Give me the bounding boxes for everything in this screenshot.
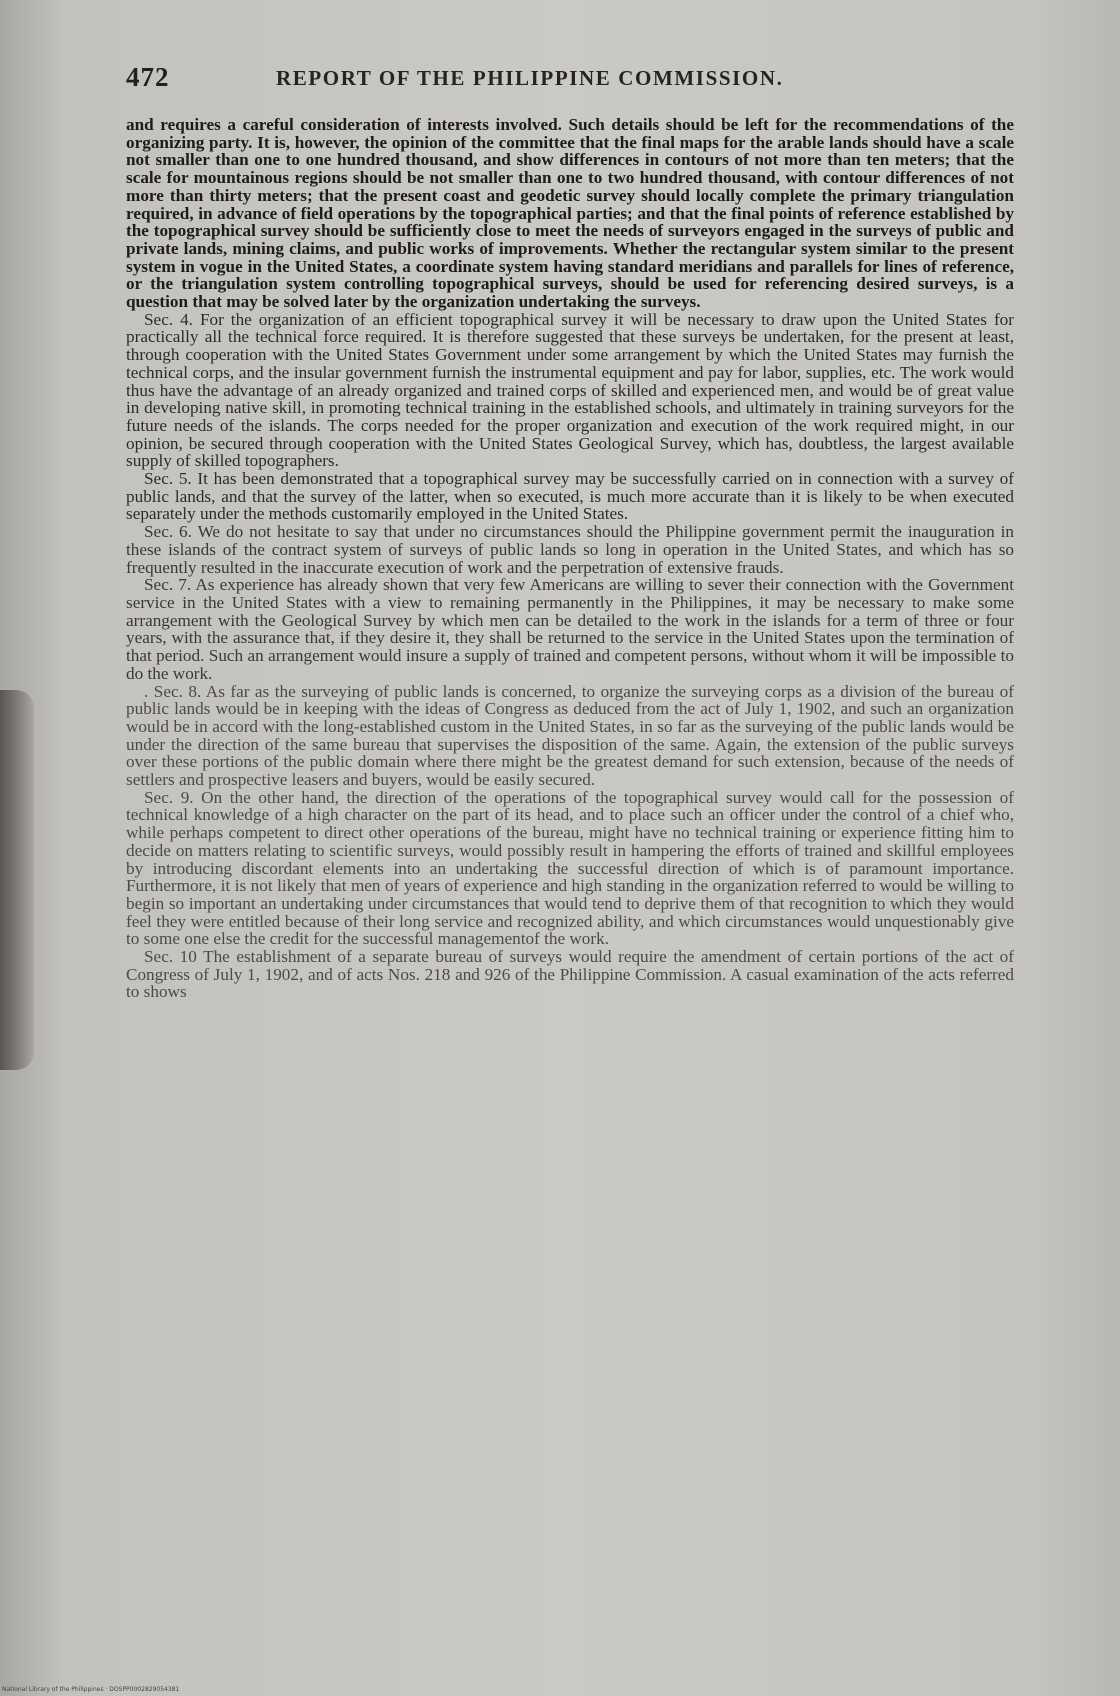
paragraph-sec-6: Sec. 6. We do not hesitate to say that under no circumstances should the Philippine government permit the inauguration in these islands of the contract system of surveys of public lands so long in operation in the United States, and which has so frequently resulted in the inaccurate execution of work and the perpetration of extensive frauds.: [126, 522, 1014, 577]
page-number: 472: [126, 62, 170, 92]
binding-shadow: [0, 690, 34, 1070]
running-head: REPORT OF THE PHILIPPINE COMMISSION.: [276, 66, 784, 90]
scan-footer: National Library of the Philippines · DOSPP0002829054381: [2, 1686, 180, 1693]
paragraph-sec-4: Sec. 4. For the organization of an efficient topographical survey it will be necessary to draw upon the United States for practically all the technical force required. It is therefore suggested that these surveys be undertaken, for the present at least, through cooperation with the United States Government under some arrangement by which the United States may furnish the technical corps, and the insular government furnish the instrumental equipment and pay for labor, supplies, etc. The work would thus have the advantage of an already organized and trained corps of skilled and experienced men, and would be of great value in developing native skill, in promoting technical training in the established schools, and ultimately in training surveyors for the future needs of the islands. The corps needed for the proper organization and execution of the work required might, in our opinion, be secured through cooperation with the United States Geological Survey, which has, doubtless, the largest available supply of skilled topographers.: [126, 309, 1014, 471]
paragraph-sec-5: Sec. 5. It has been demonstrated that a topographical survey may be successfully carried on in connection with a survey of public lands, and that the survey of the latter, when so executed, is much more accurate than it is likely to be when executed separately under the methods customarily employed in the United States.: [126, 469, 1014, 524]
paragraph-sec-9: Sec. 9. On the other hand, the direction of the operations of the topographical survey would call for the possession of technical knowledge of a high character on the part of its head, and to place such an officer under the control of a chief who, while perhaps competent to direct other operations of the bureau, might have no technical training or experience fitting him to decide on matters relating to scientific surveys, would possibly result in hampering the efforts of trained and skillful employees by introducing discordant elements into an undertaking the successful direction of which is of paramount importance. Furthermore, it is not likely that men of years of experience and high standing in the organization referred to would be willing to begin so important an undertaking under circumstances that would tend to deprive them of that recognition to which they would feel they were entitled because of their long service and recognized ability, and which circumstances would unquestionably give to some one else the credit for the successful managementof the work.: [126, 787, 1014, 949]
paragraph-sec-8: . Sec. 8. As far as the surveying of public lands is concerned, to organize the surveying corps as a division of the bureau of public lands would be in keeping with the ideas of Congress as deduced from the act of July 1, 1902, and such an organization would be in accord with the long-established custom in the United States, in so far as the surveying of the public lands would be under the direction of the same bureau that supervises the disposition of the same. Again, the extension of the public surveys over these portions of the public domain where there might be the greatest demand for such extension, because of the needs of settlers and prospective leasers and buyers, would be easily secured.: [126, 681, 1014, 790]
paragraph-continuation: and requires a careful consideration of interests involved. Such details should be left for the recommendations of the organizing party. It is, however, the opinion of the committee that the final maps for the arable lands should have a scale not smaller than one to one hundred thousand, and show differences in contours of not more than ten meters; that the scale for mountainous regions should be not smaller than one to two hundred thousand, with contour differences of not more than thirty meters; that the present coast and geodetic survey should locally complete the primary triangulation required, in advance of field operations by the topographical parties; and that the final points of reference established by the topographical survey should be sufficiently close to meet the needs of surveyors engaged in the surveys of public and private lands, mining claims, and public works of improvements. Whether the rectangular system similar to the present system in vogue in the United States, a coordinate system having standard meridians and parallels for lines of reference, or the triangulation system controlling topographical surveys, should be used for referencing desired surveys, is a question that may be solved later by the organization undertaking the surveys.: [126, 115, 1014, 312]
paragraph-sec-10: Sec. 10 The establishment of a separate bureau of surveys would require the amendment of certain portions of the act of Congress of July 1, 1902, and of acts Nos. 218 and 926 of the Philippine Commission. A casual examination of the acts referred to shows: [126, 947, 1014, 1002]
paragraph-sec-7: Sec. 7. As experience has already shown that very few Americans are willing to sever their connection with the Government service in the United States with a view to remaining permanently in the Philippines, it may be necessary to make some arrangement with the Geological Survey by which men can be detailed to the work in the islands for a term of three or four years, with the assurance that, if they desire it, they shall be returned to the service in the United States upon the termination of that period. Such an arrangement would insure a supply of trained and competent persons, without whom it will be impossible to do the work.: [126, 575, 1014, 683]
page-header: [126, 62, 1006, 102]
body-text: [126, 116, 1014, 1001]
